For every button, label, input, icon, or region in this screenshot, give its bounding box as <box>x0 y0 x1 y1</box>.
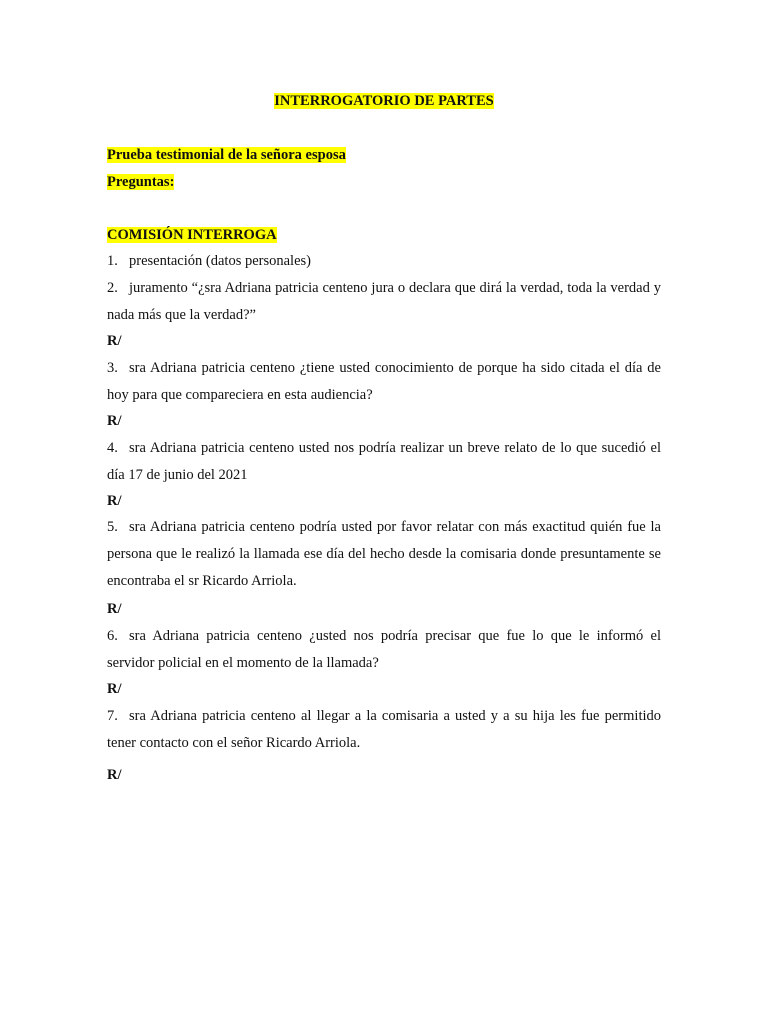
question-text: sra Adriana patricia centeno ¿usted nos podría precisar que fue lo que le informó el servidor policial en el momento de la llamada? <box>107 628 661 671</box>
answer-marker: R/ <box>107 493 122 509</box>
question-item-6: 6. sra Adriana patricia centeno ¿usted nos podría precisar que fue lo que le informó el servidor policial en el momento de la llamada? <box>107 628 661 671</box>
answer-marker: R/ <box>107 413 122 429</box>
question-text: sra Adriana patricia centeno al llegar a la comisaria a usted y a su hija les fue permitido tener contacto con el señor Ricardo Arriola. <box>107 708 661 751</box>
question-item-5: 5. sra Adriana patricia centeno podría usted por favor relatar con más exactitud quién fue la persona que le realizó la llamada ese día del hecho desde la comisaria donde presuntamente se encontraba el sr Ricardo Arriola. <box>107 519 661 589</box>
questions-label: Preguntas: <box>107 174 175 190</box>
question-text: presentación (datos personales) <box>129 253 311 269</box>
question-item-1: 1. presentación (datos personales) <box>107 253 311 269</box>
document-title: INTERROGATORIO DE PARTES <box>274 93 494 109</box>
question-text: juramento “¿sra Adriana patricia centeno jura o declara que dirá la verdad, toda la verdad y nada más que la verdad?” <box>107 280 661 323</box>
section-heading: COMISIÓN INTERROGA <box>107 227 277 243</box>
question-item-3: 3. sra Adriana patricia centeno ¿tiene usted conocimiento de porque ha sido citada el día de hoy para que compareciera en esta audiencia? <box>107 360 661 403</box>
question-item-4: 4. sra Adriana patricia centeno usted nos podría realizar un breve relato de lo que sucedió el día 17 de junio del 2021 <box>107 440 661 483</box>
question-item-2: 2. juramento “¿sra Adriana patricia centeno jura o declara que dirá la verdad, toda la verdad y nada más que la verdad?” <box>107 280 661 323</box>
answer-marker: R/ <box>107 333 122 349</box>
answer-marker: R/ <box>107 767 122 783</box>
question-text: sra Adriana patricia centeno podría usted por favor relatar con más exactitud quién fue la persona que le realizó la llamada ese día del hecho desde la comisaria donde presuntamente se encontraba el sr Ricardo Arriola. <box>107 519 661 589</box>
question-item-7: 7. sra Adriana patricia centeno al llegar a la comisaria a usted y a su hija les fue permitido tener contacto con el señor Ricardo Arriola. <box>107 708 661 751</box>
document-subtitle: Prueba testimonial de la señora esposa <box>107 147 346 163</box>
question-text: sra Adriana patricia centeno usted nos podría realizar un breve relato de lo que sucedió el día 17 de junio del 2021 <box>107 440 661 483</box>
answer-marker: R/ <box>107 601 122 617</box>
answer-marker: R/ <box>107 681 122 697</box>
question-text: sra Adriana patricia centeno ¿tiene usted conocimiento de porque ha sido citada el día de hoy para que compareciera en esta audiencia? <box>107 360 661 403</box>
